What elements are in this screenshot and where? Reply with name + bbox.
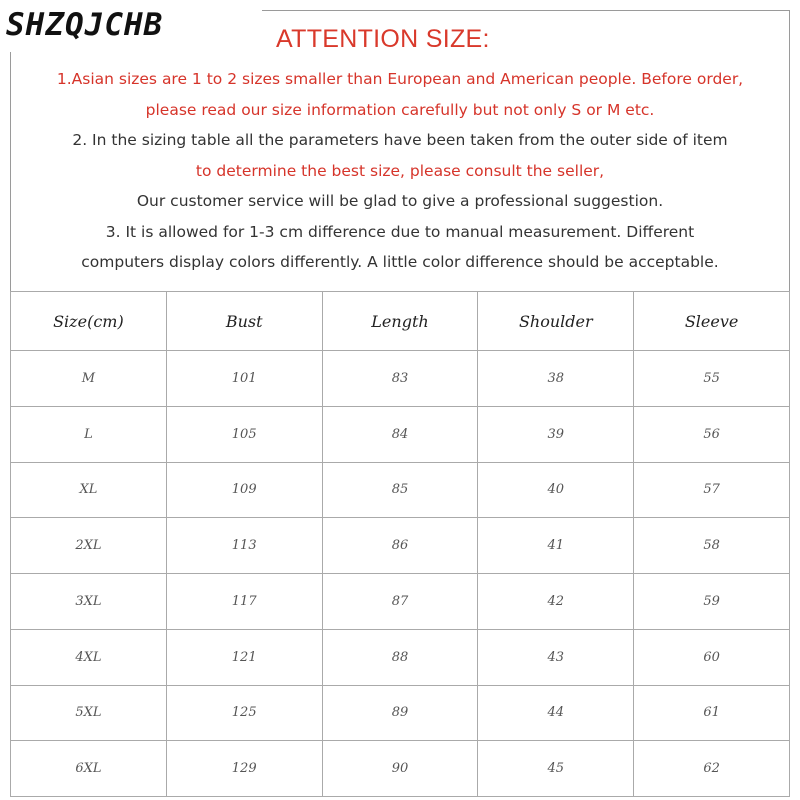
cell-sleeve: 55 xyxy=(634,351,790,407)
cell-length: 83 xyxy=(322,351,478,407)
cell-size: L xyxy=(11,406,167,462)
cell-sleeve: 62 xyxy=(634,741,790,797)
cell-sleeve: 58 xyxy=(634,518,790,574)
cell-sleeve: 61 xyxy=(634,685,790,741)
cell-shoulder: 45 xyxy=(478,741,634,797)
cell-bust: 129 xyxy=(166,741,322,797)
cell-shoulder: 41 xyxy=(478,518,634,574)
cell-shoulder: 38 xyxy=(478,351,634,407)
cell-size: 4XL xyxy=(11,629,167,685)
cell-size: M xyxy=(11,351,167,407)
header-size: Size(cm) xyxy=(11,292,167,351)
cell-length: 87 xyxy=(322,574,478,630)
notice-line-4: to determine the best size, please consult the seller, xyxy=(195,161,605,180)
cell-sleeve: 57 xyxy=(634,462,790,518)
brand-logo: SHZQJCHB xyxy=(0,0,262,52)
cell-size: 3XL xyxy=(11,574,167,630)
table-body xyxy=(11,351,790,797)
cell-bust: 109 xyxy=(166,462,322,518)
cell-length: 90 xyxy=(322,741,478,797)
header-bust: Bust xyxy=(166,292,322,351)
cell-length: 86 xyxy=(322,518,478,574)
cell-shoulder: 43 xyxy=(478,629,634,685)
table-row xyxy=(11,518,790,574)
table-header-row xyxy=(11,292,790,351)
cell-bust: 117 xyxy=(166,574,322,630)
header-sleeve: Sleeve xyxy=(634,292,790,351)
cell-sleeve: 60 xyxy=(634,629,790,685)
table-row xyxy=(11,685,790,741)
cell-sleeve: 59 xyxy=(634,574,790,630)
cell-shoulder: 39 xyxy=(478,406,634,462)
notice-line-7: computers display colors differently. A little color difference should be acceptable. xyxy=(81,253,719,271)
notice-line-3: 2. In the sizing table all the parameters have been taken from the outer side of item xyxy=(72,131,728,149)
notice-line-2: please read our size information carefully but not only S or M etc. xyxy=(145,100,655,119)
cell-size: 5XL xyxy=(11,685,167,741)
notice-line-6: 3. It is allowed for 1-3 cm difference due to manual measurement. Different xyxy=(105,222,695,241)
table-row xyxy=(11,629,790,685)
cell-size: 6XL xyxy=(11,741,167,797)
notice-line-1: 1.Asian sizes are 1 to 2 sizes smaller than European and American people. Before order, xyxy=(56,70,744,88)
attention-title: ATTENTION SIZE: xyxy=(276,25,490,53)
cell-length: 88 xyxy=(322,629,478,685)
cell-size: XL xyxy=(11,462,167,518)
size-chart-table xyxy=(10,291,790,797)
table-row xyxy=(11,351,790,407)
attention-notice-text xyxy=(10,64,790,278)
cell-length: 89 xyxy=(322,685,478,741)
cell-shoulder: 42 xyxy=(478,574,634,630)
table-row xyxy=(11,462,790,518)
cell-length: 84 xyxy=(322,406,478,462)
table-row xyxy=(11,574,790,630)
cell-shoulder: 44 xyxy=(478,685,634,741)
notice-line-5: Our customer service will be glad to give a professional suggestion. xyxy=(136,192,664,210)
table-row xyxy=(11,406,790,462)
cell-bust: 125 xyxy=(166,685,322,741)
cell-size: 2XL xyxy=(11,518,167,574)
cell-length: 85 xyxy=(322,462,478,518)
table-row xyxy=(11,741,790,797)
cell-bust: 121 xyxy=(166,629,322,685)
cell-sleeve: 56 xyxy=(634,406,790,462)
cell-bust: 101 xyxy=(166,351,322,407)
cell-bust: 105 xyxy=(166,406,322,462)
cell-bust: 113 xyxy=(166,518,322,574)
header-shoulder: Shoulder xyxy=(478,292,634,351)
cell-shoulder: 40 xyxy=(478,462,634,518)
header-length: Length xyxy=(322,292,478,351)
